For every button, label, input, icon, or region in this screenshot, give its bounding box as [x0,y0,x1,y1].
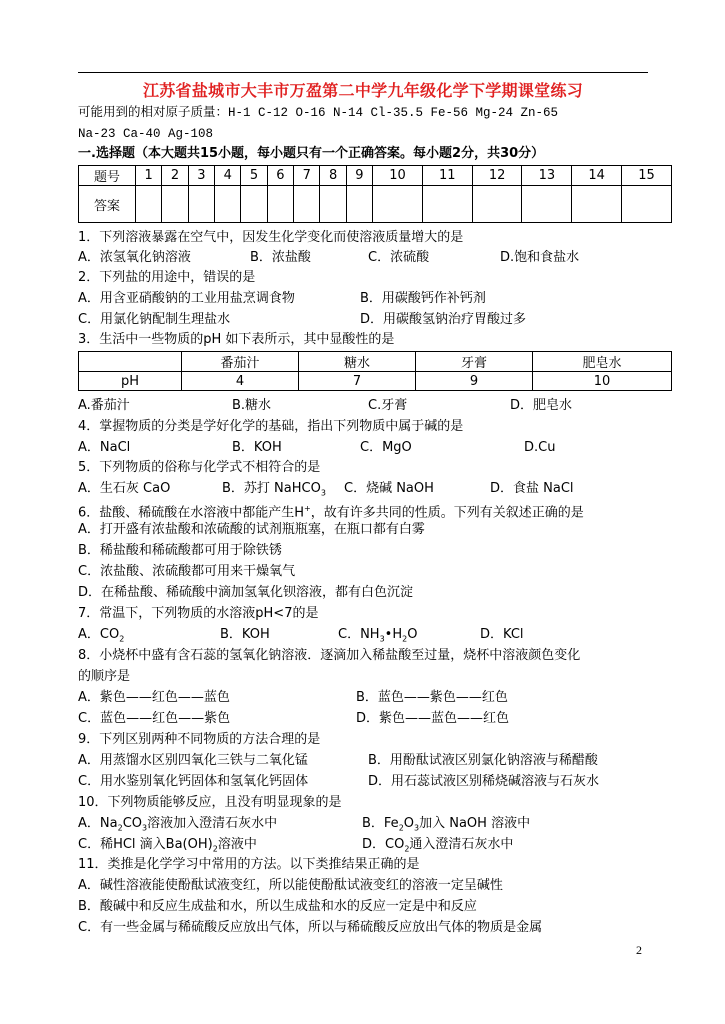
question-7-option-c-subscript-2: 2 [402,634,408,644]
question-7-option-a-subscript: 2 [119,634,125,644]
question-11-option-a: A．碱性溶液能使酚酞试液变红，所以能使酚酞试液变红的溶液一定呈碱性 [78,878,503,893]
question-7-option-c-mid: •H [384,627,403,642]
question-1-option-d: D.饱和食盐水 [500,250,580,265]
question-10-option-c-end: 溶液中 [217,837,257,852]
answer-table-number: 14 [572,166,622,186]
ph-table-value-row [79,372,672,391]
question-10-option-a-subscript-2: 3 [142,823,148,833]
answer-cell[interactable] [373,186,423,223]
answer-cell[interactable] [346,186,372,223]
question-1-option-a: A．浓氢氧化钠溶液 [78,250,191,265]
question-10-option-d-end: 通入澄清石灰水中 [409,837,514,852]
question-6-option-d: D．在稀盐酸、稀硫酸中滴加氢氧化钡溶液，都有白色沉淀 [78,585,414,600]
answer-cell[interactable] [522,186,572,223]
question-6-stem-start: 6．盐酸、稀硫酸在水溶液中都能产生H [78,505,305,521]
question-7-option-d: D．KCl [480,627,524,642]
question-4-option-b: B．KOH [232,440,282,455]
question-10-option-d-text: D．CO [362,837,405,852]
answer-table-number: 9 [346,166,372,186]
question-5-option-d: D．食盐 NaCl [490,481,574,496]
question-10-option-b [362,815,530,838]
question-10-option-c-subscript: 2 [212,844,218,854]
ph-table-header: 肥皂水 [533,352,672,372]
question-3-option-d: D．肥皂水 [510,398,573,413]
question-1-stem: 1．下列溶液暴露在空气中，因发生化学变化而使溶液质量增大的是 [78,230,464,245]
answer-table-number: 13 [522,166,572,186]
question-8-option-a: A．紫色——红色——蓝色 [78,690,230,705]
question-6-stem [78,500,584,522]
answer-table-answer-row [79,186,672,223]
answer-cell[interactable] [215,186,241,223]
answer-cell[interactable] [422,186,472,223]
question-5-option-b-subscript: 3 [320,488,326,498]
answer-table-number-row [79,166,672,186]
atomic-masses-line-2: Na-23 Ca-40 Ag-108 [78,127,214,141]
answer-cell[interactable] [472,186,522,223]
question-8-option-c: C．蓝色——红色——紫色 [78,711,231,726]
question-6-option-b: B．稀盐酸和稀硫酸都可用于除铁锈 [78,543,282,558]
question-7-stem: 7．常温下，下列物质的水溶液pH<7的是 [78,606,319,621]
question-10-option-a [78,815,277,838]
answer-cell[interactable] [188,186,214,223]
question-10-option-c-text: C．稀HCl 滴入Ba(OH) [78,837,213,852]
question-4-stem: 4．掌握物质的分类是学好化学的基础，指出下列物质中属于碱的是 [78,419,464,434]
question-5-option-b-text: B．苏打 NaHCO [222,481,321,496]
ph-table-value: 9 [416,372,533,391]
ph-table-value: 10 [533,372,672,391]
question-9-option-b: B．用酚酞试液区别氯化钠溶液与稀醋酸 [368,753,598,768]
question-7-option-c-end: O [407,627,418,642]
answer-cell[interactable] [136,186,162,223]
question-3-stem: 3．生活中一些物质的pH 如下表所示，其中显酸性的是 [78,332,395,347]
question-7-option-c-text: C．NH [338,627,380,642]
answer-cell[interactable] [267,186,293,223]
question-11-option-c: C．有一些金属与稀硫酸反应放出气体，所以与稀硫酸反应放出气体的物质是金属 [78,920,543,935]
ph-table-header: 糖水 [299,352,416,372]
question-2-option-d: D．用碳酸氢钠治疗胃酸过多 [360,312,527,327]
question-2-stem: 2．下列盐的用途中，错误的是 [78,270,256,285]
question-8-option-b: B．蓝色——紫色——红色 [356,690,508,705]
question-10-stem: 10．下列物质能够反应，且没有明显现象的是 [78,795,342,810]
question-6-stem-superscript: + [304,504,311,513]
question-3-option-c: C.牙膏 [368,398,408,413]
ph-table-header-row [79,352,672,372]
answer-table-head-label: 题号 [79,166,136,186]
answer-cell[interactable] [622,186,672,223]
question-4-option-c: C．MgO [360,440,412,455]
question-8-option-d: D．紫色——蓝色——红色 [356,711,510,726]
question-5-option-c: C．烧碱 NaOH [344,481,434,496]
question-4-option-a: A．NaCl [78,440,131,455]
question-10-option-b-end: 加入 NaOH 溶液中 [419,816,531,831]
question-9-option-d: D．用石蕊试液区别稀烧碱溶液与石灰水 [368,774,600,789]
question-1-option-b: B．浓盐酸 [250,250,311,265]
question-3-option-a: A.番茄汁 [78,398,130,413]
answer-table-number: 15 [622,166,672,186]
question-11-option-b: B．酸碱中和反应生成盐和水，所以生成盐和水的反应一定是中和反应 [78,899,477,914]
answer-table [78,165,672,223]
page-number: 2 [636,943,642,957]
answer-cell[interactable] [572,186,622,223]
question-4-option-d: D.Cu [524,440,556,455]
atomic-masses-line-1: 可能用到的相对原子质量：H-1 C-12 O-16 N-14 Cl-35.5 Fe-56 Mg-24 Zn-65 [78,106,559,120]
answer-table-number: 1 [136,166,162,186]
ph-table [78,351,672,391]
ph-table-value: 4 [182,372,299,391]
ph-table-header: 番茄汁 [182,352,299,372]
question-5-option-a: A．生石灰 CaO [78,481,171,496]
question-9-stem: 9．下列区别两种不同物质的方法合理的是 [78,732,321,747]
answer-cell[interactable] [241,186,267,223]
question-8-stem-line-1: 8．小烧杯中盛有含石蕊的氢氧化钠溶液．逐滴加入稀盐酸至过量，烧杯中溶液颜色变化 [78,648,581,663]
question-1-option-c: C．浓硫酸 [368,250,430,265]
question-7-option-c [338,626,417,649]
header-rule [78,72,648,73]
question-10-option-a-mid: CO [122,816,142,831]
question-10-option-b-mid: O [403,816,415,831]
question-2-option-c: C．用氯化钠配制生理盐水 [78,312,231,327]
question-10-option-a-end: 溶液加入澄清石灰水中 [147,816,278,831]
question-7-option-a [78,626,124,649]
question-10-option-b-subscript-2: 3 [414,823,420,833]
question-8-stem-line-2: 的顺序是 [78,669,131,684]
question-10-option-b-text: B．Fe [362,816,399,831]
question-7-option-b: B．KOH [220,627,270,642]
answer-table-answer-label: 答案 [79,186,136,223]
question-6-stem-end: ，故有许多共同的性质。下列有关叙述正确的是 [310,505,584,521]
answer-table-number: 6 [267,166,293,186]
answer-cell[interactable] [162,186,188,223]
question-10-option-d-subscript: 2 [404,844,410,854]
question-9-option-a: A．用蒸馏水区别四氧化三铁与二氧化锰 [78,753,308,768]
question-7-option-c-subscript: 3 [379,634,385,644]
question-5-stem: 5．下列物质的俗称与化学式不相符合的是 [78,460,321,475]
section-heading: 一.选择题（本大题共15小题，每小题只有一个正确答案。每小题2分，共30分） [78,146,545,161]
answer-table-number: 12 [472,166,522,186]
answer-cell[interactable] [320,186,346,223]
question-2-option-a: A．用含亚硝酸钠的工业用盐烹调食物 [78,291,295,306]
ph-table-header: 牙膏 [416,352,533,372]
question-10-option-a-text: A．Na [78,816,118,831]
answer-table-number: 7 [294,166,320,186]
question-6-option-c: C．浓盐酸、浓硫酸都可用来干燥氧气 [78,564,296,579]
ph-table-corner [79,352,182,372]
answer-cell[interactable] [294,186,320,223]
ph-table-row-label: pH [79,372,182,391]
answer-table-number: 10 [373,166,423,186]
answer-table-number: 8 [320,166,346,186]
answer-table-number: 5 [241,166,267,186]
answer-table-number: 3 [188,166,214,186]
question-10-option-a-subscript: 2 [117,823,123,833]
answer-table-number: 11 [422,166,472,186]
answer-table-number: 2 [162,166,188,186]
ph-table-value: 7 [299,372,416,391]
question-11-stem: 11．类推是化学学习中常用的方法。以下类推结果正确的是 [78,857,420,872]
question-7-option-a-text: A．CO [78,627,120,642]
question-6-option-a: A．打开盛有浓盐酸和浓硫酸的试剂瓶瓶塞，在瓶口都有白雾 [78,522,425,537]
question-9-option-c: C．用水鉴别氧化钙固体和氢氧化钙固体 [78,774,309,789]
question-10-option-b-subscript: 2 [398,823,404,833]
question-3-option-b: B.糖水 [232,398,272,413]
question-2-option-b: B．用碳酸钙作补钙剂 [360,291,486,306]
answer-table-number: 4 [215,166,241,186]
document-title: 江苏省盐城市大丰市万盈第二中学九年级化学下学期课堂练习 [142,81,584,100]
